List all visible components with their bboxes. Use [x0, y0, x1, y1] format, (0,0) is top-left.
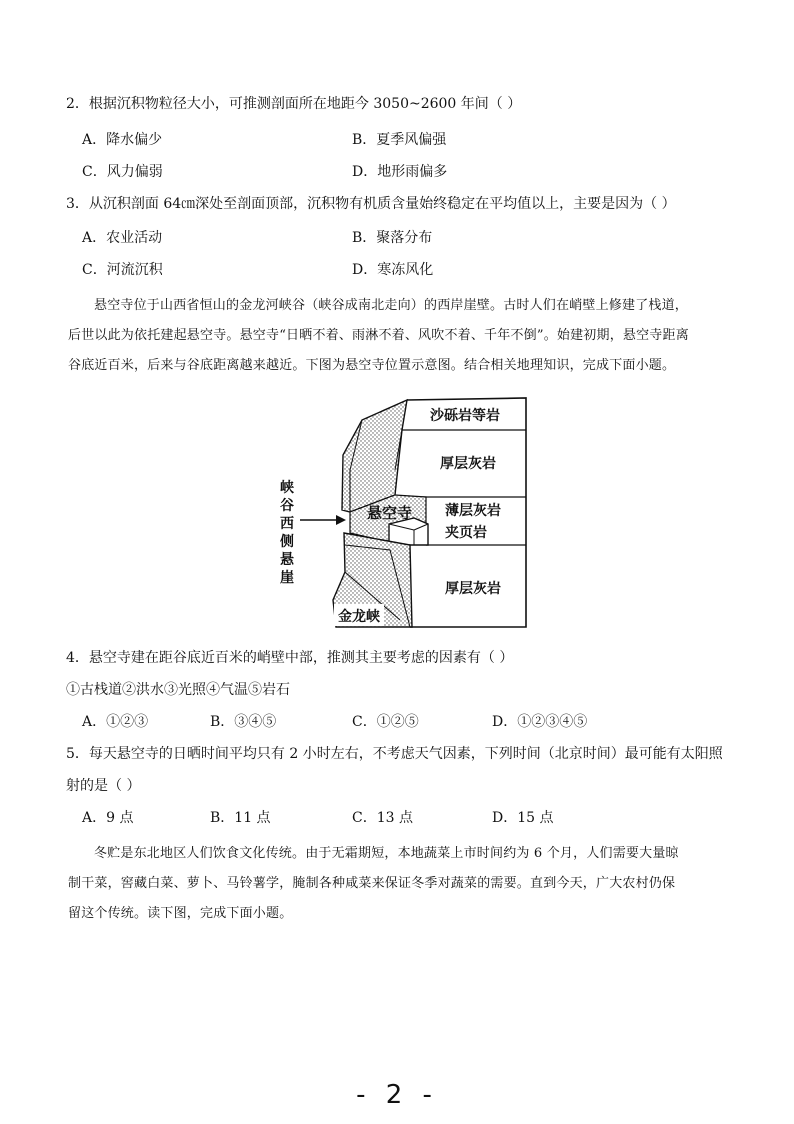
q5-stem-line-1: 5．每天悬空寺的日晒时间平均只有 2 小时左右，不考虑天气因素，下列时间（北京时间）最可能有太阳照 [66, 746, 723, 762]
svg-text:崖: 崖 [280, 570, 294, 586]
temple-location-diagram [0, 390, 794, 650]
q5-stem-line-2: 射的是（ ） [66, 778, 141, 794]
page-number: - 2 - [356, 1080, 438, 1110]
q4-factors: ①古栈道②洪水③光照④气温⑤岩石 [66, 682, 290, 698]
q2-option-d: D．地形雨偏多 [352, 164, 448, 180]
svg-text:峡: 峡 [280, 480, 294, 496]
passage2-line-3: 留这个传统。读下图，完成下面小题。 [68, 906, 293, 921]
temple-box [389, 518, 428, 545]
passage2-line-1: 冬贮是东北地区人们饮食文化传统。由于无霜期短，本地蔬菜上市时间约为 6 个月，人们需要大量晾 [94, 846, 679, 861]
q3-option-d: D．寒冻风化 [352, 262, 434, 278]
layer-label-3b: 夹页岩 [445, 525, 487, 541]
q3-option-c: C．河流沉积 [82, 262, 163, 278]
q3-option-a: A．农业活动 [82, 230, 163, 246]
passage1-line-1: 悬空寺位于山西省恒山的金龙河峡谷（峡谷成南北走向）的西岸崖壁。古时人们在峭壁上修建了栈道， [94, 298, 689, 313]
temple-label: 悬空寺 [367, 504, 413, 522]
layer-label-2: 厚层灰岩 [440, 456, 496, 472]
passage1-line-3: 谷底近百米，后来与谷底距离越来越近。下图为悬空寺位置示意图。结合相关地理知识，完成下面小题。 [68, 358, 676, 373]
arrow-icon [300, 515, 346, 525]
gorge-label: 金龙峡 [338, 609, 380, 625]
svg-text:悬: 悬 [280, 552, 294, 568]
q2-option-c: C．风力偏弱 [82, 164, 163, 180]
layer-label-4: 厚层灰岩 [445, 581, 501, 597]
q4-option-d: D．①②③④⑤ [492, 714, 588, 730]
q5-option-d: D．15 点 [492, 810, 554, 826]
svg-text:谷: 谷 [280, 498, 294, 514]
passage1-line-2: 后世以此为依托建起悬空寺。悬空寺“日晒不着、雨淋不着、风吹不着、千年不倒”。始建初期，悬空寺距离 [68, 328, 689, 343]
q2-option-a: A．降水偏少 [82, 132, 163, 148]
q2-option-b: B．夏季风偏强 [352, 132, 447, 148]
q5-option-a: A．9 点 [82, 810, 134, 826]
q5-option-b: B．11 点 [210, 810, 271, 826]
q4-option-a: A．①②③ [82, 714, 149, 730]
q3-option-b: B．聚落分布 [352, 230, 433, 246]
layer-label-1: 沙砾岩等岩 [430, 408, 500, 424]
q4-option-b: B．③④⑤ [210, 714, 277, 730]
q5-option-c: C．13 点 [352, 810, 413, 826]
q4-option-c: C．①②⑤ [352, 714, 419, 730]
west-cliff-label [279, 479, 295, 586]
layer-label-3: 薄层灰岩 [445, 503, 501, 519]
svg-text:侧: 侧 [280, 534, 294, 550]
q3-stem: 3．从沉积剖面 64㎝深处至剖面顶部，沉积物有机质含量始终稳定在平均值以上，主要是因为（ ） [66, 196, 676, 212]
svg-text:西: 西 [280, 516, 294, 532]
q4-stem: 4．悬空寺建在距谷底近百米的峭壁中部，推测其主要考虑的因素有（ ） [66, 650, 514, 666]
q2-stem: 2．根据沉积物粒径大小，可推测剖面所在地距今 3050~2600 年间（ ） [66, 96, 522, 112]
passage2-line-2: 制干菜，窖藏白菜、萝卜、马铃薯学，腌制各种咸菜来保证冬季对蔬菜的需要。直到今天，广大农村仍保 [68, 876, 676, 891]
